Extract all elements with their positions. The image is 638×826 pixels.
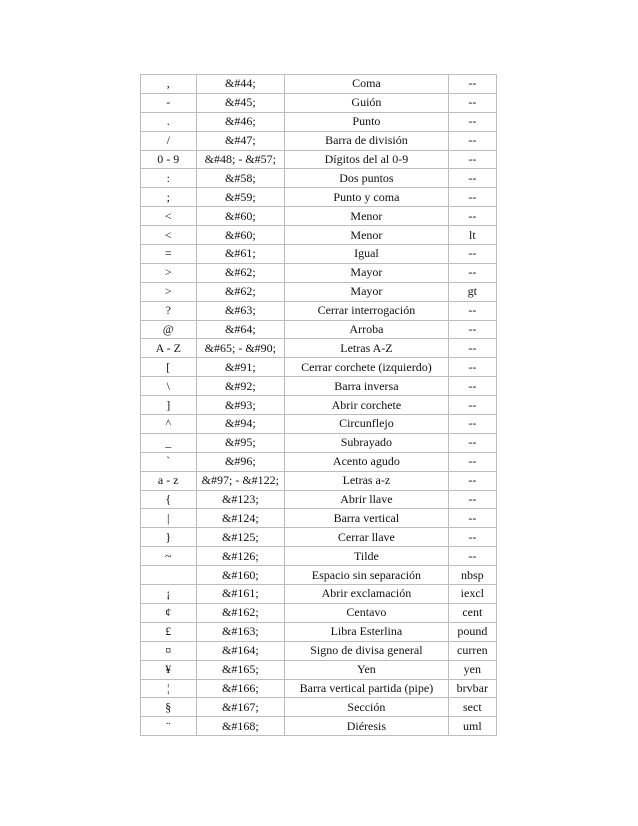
table-row [141,301,497,320]
name-cell: Barra inversa [285,377,449,396]
code-cell: &#94; [196,415,285,434]
name-cell: Centavo [285,603,449,622]
table-row [141,528,497,547]
code-cell: &#45; [196,93,285,112]
table-row [141,698,497,717]
table-row [141,150,497,169]
code-cell: &#164; [196,641,285,660]
char-cell: > [141,263,197,282]
entity-cell: curren [448,641,496,660]
name-cell: Barra vertical [285,509,449,528]
table-row [141,93,497,112]
table-row [141,377,497,396]
name-cell: Guión [285,93,449,112]
entity-cell: -- [448,263,496,282]
code-cell: &#96; [196,452,285,471]
code-cell: &#126; [196,547,285,566]
table-row [141,188,497,207]
table-row [141,717,497,736]
table-row [141,75,497,94]
code-cell: &#124; [196,509,285,528]
char-cell: £ [141,622,197,641]
code-cell: &#167; [196,698,285,717]
name-cell: Punto y coma [285,188,449,207]
entity-cell: -- [448,358,496,377]
table-row [141,415,497,434]
name-cell: Subrayado [285,433,449,452]
code-cell: &#44; [196,75,285,94]
code-cell: &#160; [196,566,285,585]
name-cell: Abrir corchete [285,396,449,415]
table-row [141,566,497,585]
entity-cell: uml [448,717,496,736]
char-cell: ¡ [141,585,197,604]
char-cell: } [141,528,197,547]
entity-cell: -- [448,320,496,339]
table-row [141,358,497,377]
code-cell: &#62; [196,263,285,282]
code-cell: &#97; - &#122; [196,471,285,490]
table-row [141,547,497,566]
entity-cell: -- [448,490,496,509]
table-row [141,169,497,188]
name-cell: Punto [285,112,449,131]
table-row [141,396,497,415]
entity-cell: -- [448,471,496,490]
character-table-body [141,75,497,736]
code-cell: &#64; [196,320,285,339]
name-cell: Barra de división [285,131,449,150]
table-row [141,603,497,622]
table-row [141,452,497,471]
name-cell: Coma [285,75,449,94]
char-cell: ¢ [141,603,197,622]
table-row [141,245,497,264]
char-cell: . [141,112,197,131]
table-row [141,263,497,282]
code-cell: &#165; [196,660,285,679]
char-cell: ` [141,452,197,471]
char-cell: ¨ [141,717,197,736]
char-cell [141,566,197,585]
char-cell: ¤ [141,641,197,660]
name-cell: Sección [285,698,449,717]
code-cell: &#123; [196,490,285,509]
char-cell: : [141,169,197,188]
code-cell: &#95; [196,433,285,452]
name-cell: Letras a-z [285,471,449,490]
code-cell: &#62; [196,282,285,301]
char-cell: § [141,698,197,717]
entity-cell: -- [448,207,496,226]
char-cell: ¦ [141,679,197,698]
code-cell: &#47; [196,131,285,150]
name-cell: Mayor [285,263,449,282]
name-cell: Circunflejo [285,415,449,434]
entity-cell: -- [448,150,496,169]
name-cell: Cerrar interrogación [285,301,449,320]
name-cell: Igual [285,245,449,264]
entity-cell: -- [448,93,496,112]
char-cell: ^ [141,415,197,434]
name-cell: Arroba [285,320,449,339]
entity-cell: -- [448,377,496,396]
entity-cell: pound [448,622,496,641]
char-cell: a - z [141,471,197,490]
code-cell: &#163; [196,622,285,641]
code-cell: &#91; [196,358,285,377]
char-cell: / [141,131,197,150]
table-row [141,622,497,641]
entity-cell: -- [448,169,496,188]
name-cell: Cerrar corchete (izquierdo) [285,358,449,377]
name-cell: Diéresis [285,717,449,736]
table-row [141,112,497,131]
table-row [141,433,497,452]
char-cell: ; [141,188,197,207]
table-row [141,679,497,698]
char-cell: - [141,93,197,112]
name-cell: Acento agudo [285,452,449,471]
char-cell: 0 - 9 [141,150,197,169]
name-cell: Dígitos del al 0-9 [285,150,449,169]
entity-cell: -- [448,245,496,264]
entity-cell: iexcl [448,585,496,604]
char-cell: @ [141,320,197,339]
table-row [141,660,497,679]
name-cell: Cerrar llave [285,528,449,547]
code-cell: &#168; [196,717,285,736]
code-cell: &#60; [196,226,285,245]
entity-cell: nbsp [448,566,496,585]
char-cell: \ [141,377,197,396]
entity-cell: -- [448,452,496,471]
entity-cell: -- [448,131,496,150]
char-cell: ? [141,301,197,320]
code-cell: &#58; [196,169,285,188]
code-cell: &#92; [196,377,285,396]
code-cell: &#65; - &#90; [196,339,285,358]
name-cell: Espacio sin separación [285,566,449,585]
table-row [141,471,497,490]
name-cell: Abrir llave [285,490,449,509]
character-table [140,74,497,736]
code-cell: &#59; [196,188,285,207]
entity-cell: gt [448,282,496,301]
name-cell: Signo de divisa general [285,641,449,660]
name-cell: Abrir exclamación [285,585,449,604]
name-cell: Mayor [285,282,449,301]
entity-cell: yen [448,660,496,679]
name-cell: Libra Esterlina [285,622,449,641]
code-cell: &#60; [196,207,285,226]
entity-cell: -- [448,396,496,415]
entity-cell: -- [448,188,496,207]
table-row [141,339,497,358]
char-cell: < [141,207,197,226]
table-row [141,509,497,528]
name-cell: Letras A-Z [285,339,449,358]
table-row [141,282,497,301]
char-cell: ~ [141,547,197,566]
code-cell: &#166; [196,679,285,698]
table-row [141,641,497,660]
entity-cell: -- [448,509,496,528]
entity-cell: -- [448,75,496,94]
table-row [141,131,497,150]
char-cell: > [141,282,197,301]
code-cell: &#93; [196,396,285,415]
code-cell: &#61; [196,245,285,264]
char-cell: A - Z [141,339,197,358]
entity-cell: -- [448,547,496,566]
code-cell: &#162; [196,603,285,622]
char-cell: = [141,245,197,264]
code-cell: &#125; [196,528,285,547]
code-cell: &#161; [196,585,285,604]
entity-cell: -- [448,301,496,320]
entity-cell: brvbar [448,679,496,698]
char-cell: ] [141,396,197,415]
table-row [141,207,497,226]
code-cell: &#46; [196,112,285,131]
char-cell: [ [141,358,197,377]
entity-cell: -- [448,528,496,547]
char-cell: ¥ [141,660,197,679]
char-cell: { [141,490,197,509]
table-row [141,490,497,509]
name-cell: Dos puntos [285,169,449,188]
name-cell: Yen [285,660,449,679]
char-cell: < [141,226,197,245]
entity-cell: cent [448,603,496,622]
name-cell: Menor [285,226,449,245]
name-cell: Tilde [285,547,449,566]
entity-cell: sect [448,698,496,717]
name-cell: Barra vertical partida (pipe) [285,679,449,698]
entity-cell: -- [448,339,496,358]
char-cell: _ [141,433,197,452]
name-cell: Menor [285,207,449,226]
entity-cell: -- [448,415,496,434]
entity-cell: -- [448,433,496,452]
code-cell: &#48; - &#57; [196,150,285,169]
table-row [141,320,497,339]
entity-cell: lt [448,226,496,245]
char-cell: | [141,509,197,528]
table-row [141,585,497,604]
code-cell: &#63; [196,301,285,320]
entity-cell: -- [448,112,496,131]
table-row [141,226,497,245]
char-cell: , [141,75,197,94]
